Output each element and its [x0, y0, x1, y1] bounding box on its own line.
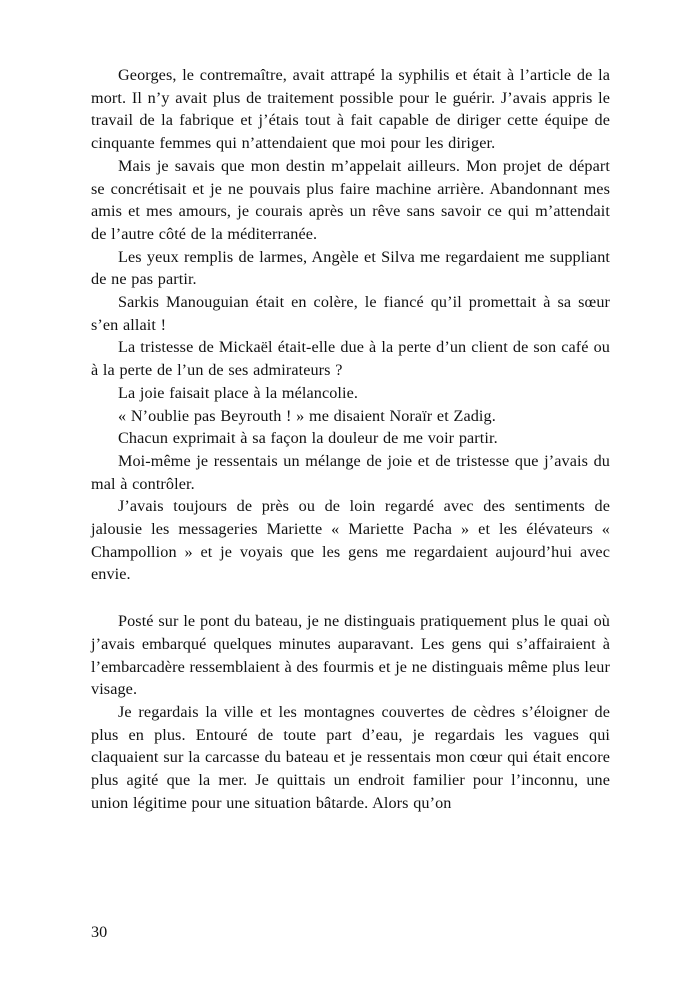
page-number: 30: [91, 923, 108, 941]
paragraph: Posté sur le pont du bateau, je ne distinguais pratiquement plus le quai où j’avais embarqué quelques minutes auparavant. Les gens qui s’affairaient à l’embarcadère ressemblaient à des fourmis et je ne distinguais même plus leur visage.: [91, 612, 610, 699]
paragraph: Sarkis Manouguian était en colère, le fiancé qu’il promettait à sa sœur s’en allait !: [91, 293, 610, 334]
paragraph: Chacun exprimait à sa façon la douleur de me voir partir.: [118, 429, 498, 448]
paragraph: Je regardais la ville et les montagnes couvertes de cèdres s’éloigner de plus en plus. Entouré de toute part d’eau, je regardais les vagues qui claquaient sur la carcasse du bateau et je ressentais mon cœur qui était encore plus agité que la mer. Je quittais un endroit familier pour l’inconnu, une union légitime pour une situation bâtarde. Alors qu’on: [91, 702, 610, 812]
paragraph: La joie faisait place à la mélancolie.: [118, 383, 359, 402]
paragraph: Moi-même je ressentais un mélange de joie et de tristesse que j’avais du mal à contrôler.: [91, 451, 610, 493]
paragraph: Georges, le contremaître, avait attrapé la syphilis et était à l’article de la mort. Il n’y avait plus de traitement possible pour le guérir. J’avais appris le travail de la fabrique et j’étais tout à fait capable de diriger cette équipe de cinquante femmes qui n’attendaient que moi pour les diriger.: [91, 66, 610, 153]
paragraph: Les yeux remplis de larmes, Angèle et Silva me regardaient me suppliant de ne pas partir.: [91, 247, 610, 289]
body-text: [91, 64, 610, 815]
paragraph: J’avais toujours de près ou de loin regardé avec des sentiments de jalousie les messageries Mariette « Mariette Pacha » et les élévateurs « Champollion » et je voyais que les gens me regardaient aujourd’hui avec envie.: [91, 497, 610, 584]
paragraph: La tristesse de Mickaël était-elle due à la perte d’un client de son café ou à la perte de l’un de ses admirateurs ?: [91, 338, 610, 380]
paragraph: « N’oublie pas Beyrouth ! » me disaient Noraïr et Zadig.: [118, 406, 496, 425]
paragraph: Mais je savais que mon destin m’appelait ailleurs. Mon projet de départ se concrétisait et je ne pouvais plus faire machine arrière. Abandonnant mes amis et mes amours, je courais après un rêve sans savoir ce qui m’attendait de l’autre côté de la méditerranée.: [91, 156, 610, 243]
